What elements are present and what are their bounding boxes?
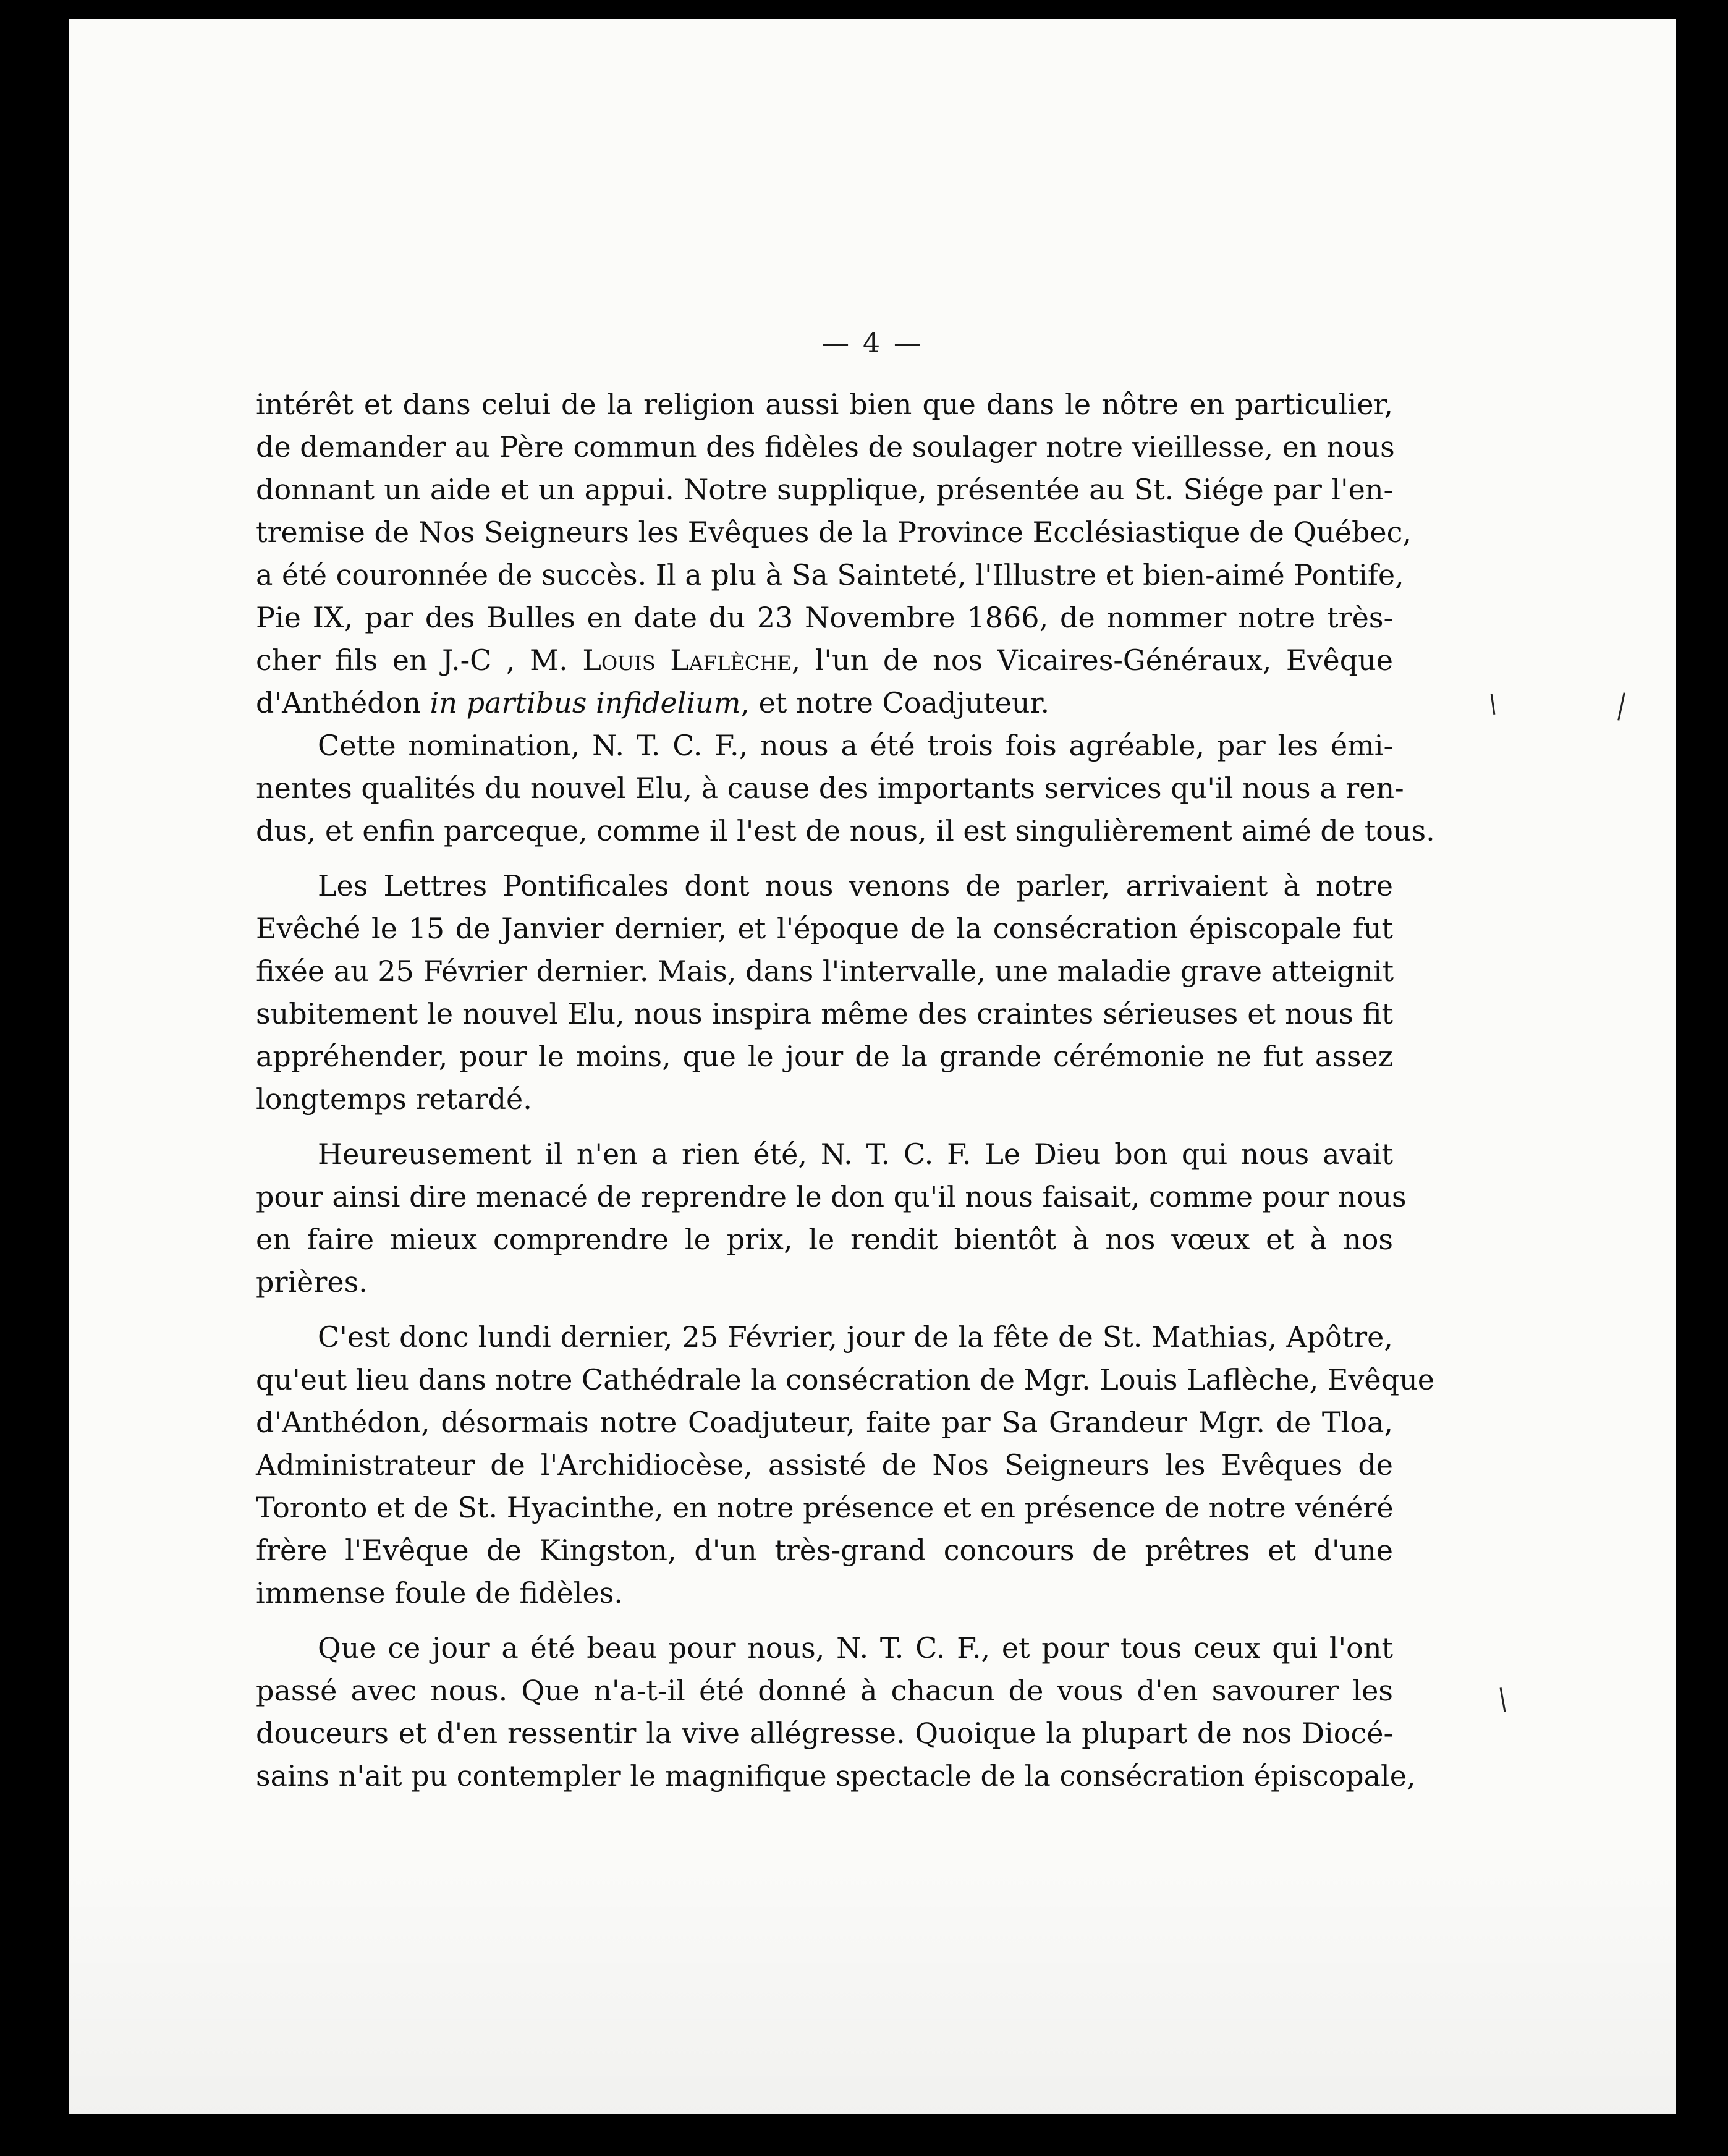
text-line: dus, et enfin parceque, comme il l'est de nous, il est singulièrement aimé de tous. (256, 814, 1435, 847)
text-line: frère l'Evêque de Kingston, d'un très-grand concours de prêtres et d'une (256, 1534, 1393, 1567)
text-line: intérêt et dans celui de la religion aussi bien que dans le nôtre en particulier, (256, 388, 1393, 421)
text-line: douceurs et d'en ressentir la vive allégresse. Quoique la plupart de nos Diocé- (256, 1717, 1393, 1750)
bishop-name: Louis Laflèche (582, 643, 792, 677)
text-fragment: , et notre Coadjuteur. (740, 686, 1050, 719)
scan-artifact-mark (1491, 694, 1496, 715)
text-line: immense foule de fidèles. (256, 1576, 623, 1610)
text-line: Pie IX, par des Bulles en date du 23 Novembre 1866, de nommer notre très- (256, 601, 1393, 634)
paragraph-5 (256, 1316, 1434, 1615)
text-line: Toronto et de St. Hyacinthe, en notre présence et en présence de notre vénéré (256, 1491, 1394, 1524)
text-line: qu'eut lieu dans notre Cathédrale la consécration de Mgr. Louis Laflèche, Evêque (256, 1363, 1434, 1396)
paragraph-3 (256, 865, 1393, 1121)
text-line: donnant un aide et un appui. Notre supplique, présentée au St. Siége par l'en- (256, 473, 1393, 506)
paragraph-2 (256, 724, 1435, 852)
text-line: fixée au 25 Février dernier. Mais, dans l'intervalle, une maladie grave atteignit (256, 954, 1394, 988)
text-fragment: , l'un de nos Vicaires-Généraux, Evêque (791, 643, 1393, 677)
text-line: Administrateur de l'Archidiocèse, assisté de Nos Seigneurs les Evêques de (256, 1448, 1393, 1482)
paragraph-gap (256, 1615, 1393, 1627)
paragraph-6 (256, 1627, 1416, 1797)
text-line: prières. (256, 1265, 368, 1299)
page-number: — 4 — (822, 328, 923, 359)
text-line: sains n'ait pu contempler le magnifique spectacle de la consécration épiscopale, (256, 1759, 1416, 1793)
paragraph-gap (256, 1304, 1393, 1316)
scan-artifact-mark (1617, 692, 1625, 721)
text-line (256, 639, 1393, 682)
text-line (256, 682, 1393, 724)
text-line: Cette nomination, N. T. C. F., nous a été trois fois agréable, par les émi- (318, 729, 1393, 762)
text-line: passé avec nous. Que n'a-t-il été donné à chacun de vous d'en savourer les (256, 1674, 1393, 1707)
text-line: tremise de Nos Seigneurs les Evêques de la Province Ecclésiastique de Québec, (256, 516, 1412, 549)
paragraph-gap (256, 852, 1393, 865)
paragraph-gap (256, 1121, 1393, 1133)
text-line: subitement le nouvel Elu, nous inspira même des craintes sérieuses et nous fit (256, 997, 1393, 1030)
text-line: C'est donc lundi dernier, 25 Février, jour de la fête de St. Mathias, Apôtre, (318, 1320, 1393, 1354)
document-page (69, 19, 1676, 2114)
text-line: Les Lettres Pontificales dont nous venons de parler, arrivaient à notre (318, 869, 1393, 902)
text-line: Evêché le 15 de Janvier dernier, et l'époque de la consécration épiscopale fut (256, 912, 1393, 945)
latin-phrase: in partibus infidelium (430, 686, 741, 719)
text-fragment: cher fils en J.-C , M. (256, 643, 583, 677)
paragraph-4 (256, 1133, 1407, 1304)
text-line: Heureusement il n'en a rien été, N. T. C. F. Le Dieu bon qui nous avait (318, 1137, 1393, 1171)
text-line: a été couronnée de succès. Il a plu à Sa Sainteté, l'Illustre et bien-aimé Pontife, (256, 558, 1404, 592)
text-line: pour ainsi dire menacé de reprendre le don qu'il nous faisait, comme pour nous (256, 1180, 1407, 1213)
paragraph-1 (256, 383, 1412, 724)
body-text (256, 383, 1435, 1797)
text-line: en faire mieux comprendre le prix, le rendit bientôt à nos vœux et à nos (256, 1223, 1393, 1256)
text-fragment: d'Anthédon (256, 686, 430, 719)
text-line: appréhender, pour le moins, que le jour de la grande cérémonie ne fut assez (256, 1040, 1393, 1073)
text-line: de demander au Père commun des fidèles de soulager notre vieillesse, en nous (256, 430, 1395, 464)
text-line: longtemps retardé. (256, 1082, 532, 1116)
text-line: Que ce jour a été beau pour nous, N. T. C. F., et pour tous ceux qui l'ont (318, 1631, 1393, 1665)
text-line: d'Anthédon, désormais notre Coadjuteur, faite par Sa Grandeur Mgr. de Tloa, (256, 1406, 1393, 1439)
scan-artifact-mark (1500, 1687, 1506, 1712)
text-line: nentes qualités du nouvel Elu, à cause des importants services qu'il nous a ren- (256, 771, 1404, 805)
